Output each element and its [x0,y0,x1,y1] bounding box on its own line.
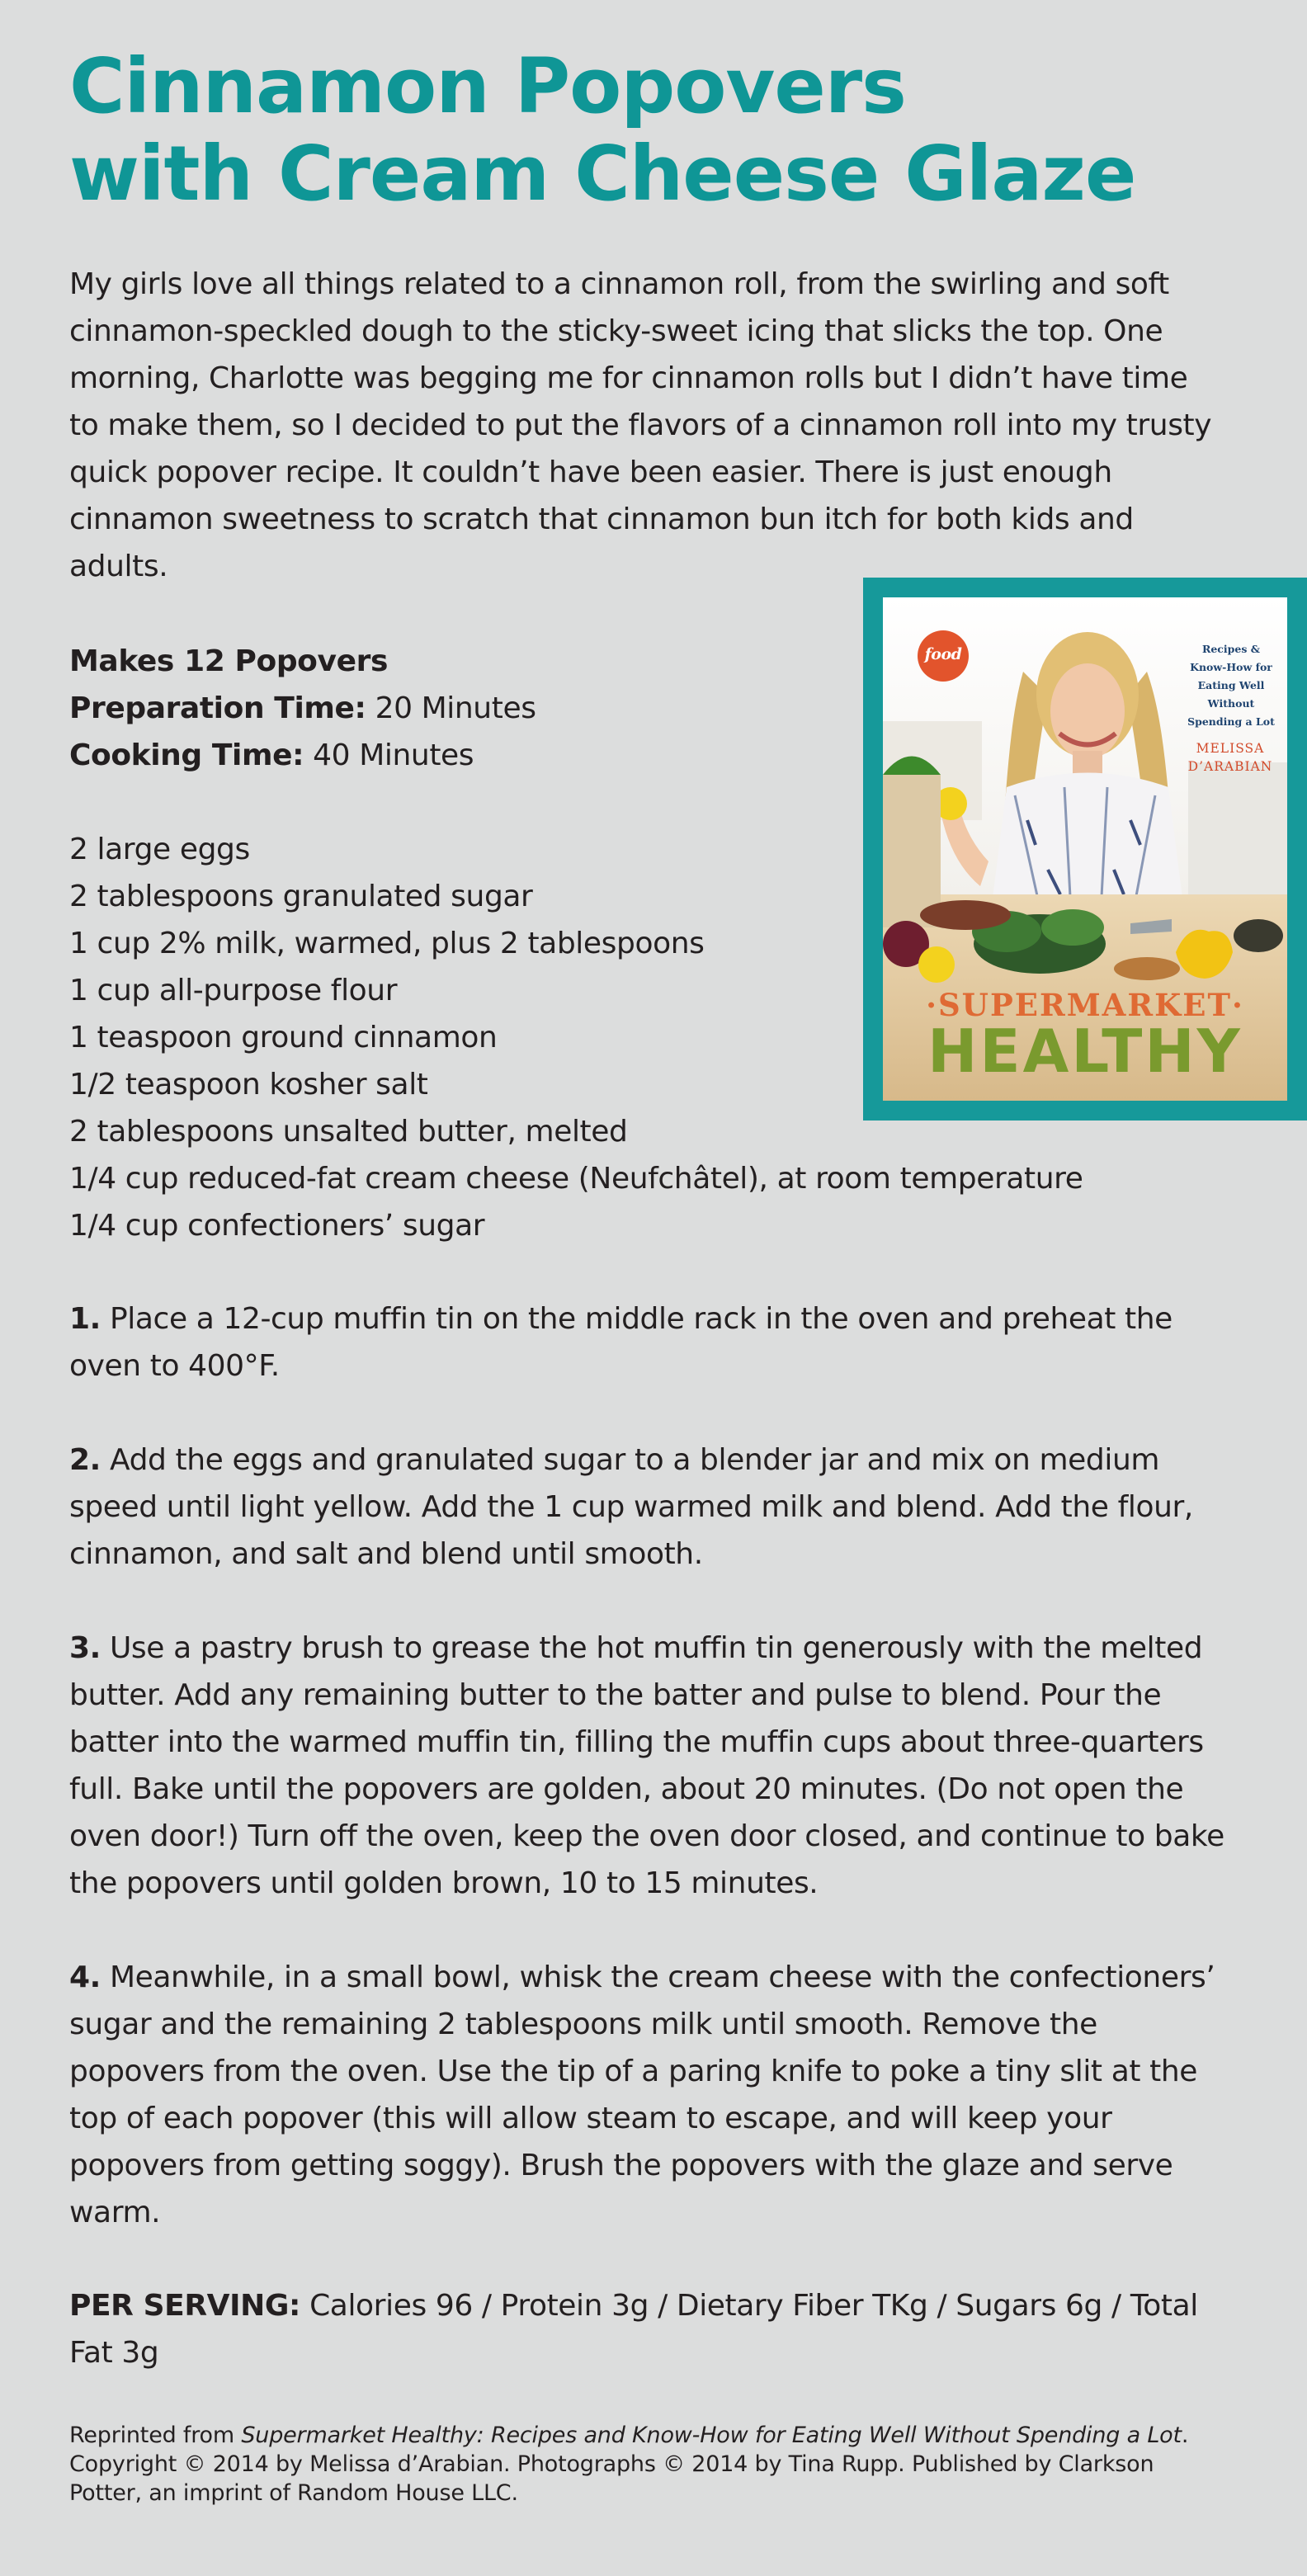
nutrition-info [69,2282,1224,2376]
recipe-step-4 [69,1954,1241,2236]
recipe-step-3 [69,1625,1241,1907]
cover-author-first: MELISSA [1196,741,1265,756]
prep-time [69,685,861,732]
cook-time-label: Cooking Time: [69,738,304,772]
ingredient-item: 2 large eggs [69,833,250,866]
ingredient-item: 1/2 teaspoon kosher salt [69,1068,428,1102]
credit-book-title: Supermarket Healthy: Recipes and Know-How for Eating Well Without Spending a Lot [241,2423,1182,2448]
nutrition-values: Calories 96 / Protein 3g / Dietary Fiber TKg / Sugars 6g / Total Fat 3g [69,2289,1198,2370]
ingredient-item: 2 tablespoons unsalted butter, melted [69,1115,628,1149]
recipe-title-line-1: Cinnamon Popovers [69,42,906,130]
cook-time-value: 40 Minutes [313,738,474,772]
cover-author [1173,739,1287,776]
credit-details: . Copyright © 2014 by Melissa d’Arabian. Photographs © 2014 by Tina Rupp. Published by Clarkson Potter, an imprint of Random House LLC. [69,2423,1189,2506]
book-cover-frame [863,578,1307,1121]
ingredient-item: 1 teaspoon ground cinnamon [69,1021,498,1054]
food-network-logo: food [918,630,969,682]
prep-time-label: Preparation Time: [69,691,366,725]
cover-tagline: Recipes & Know-How for Eating Well Without Spending a Lot [1187,643,1275,728]
book-cover [883,597,1287,1101]
ingredient-item: 2 tablespoons granulated sugar [69,880,533,913]
step-number: 2. [69,1443,101,1477]
ingredient-item: 1/4 cup confectioners’ sugar [69,1209,485,1243]
cover-author-last: D’ARABIAN [1187,759,1273,774]
ingredient-item: 1 cup all-purpose flour [69,974,398,1007]
prep-time-value: 20 Minutes [375,691,536,725]
ingredient-item: 1 cup 2% milk, warmed, plus 2 tablespoons [69,927,705,960]
cover-title-top: ·SUPERMARKET· [926,987,1244,1023]
nutrition-label: PER SERVING: [69,2289,301,2323]
credit-prefix: Reprinted from [69,2423,242,2448]
step-text: Meanwhile, in a small bowl, whisk the cream cheese with the confectioners’ sugar and the remaining 2 tablespoons milk until smooth. Remove the popovers from the oven. Use the tip of a paring knife to poke a tiny slit at the top of each popover (this will allow steam to escape, and will keep your popovers from getting soggy). Brush the popovers with the glaze and serve warm. [69,1960,1215,2229]
cover-title-bottom: HEALTHY [927,1017,1243,1086]
step-text: Use a pastry brush to grease the hot muffin tin generously with the melted butter. Add any remaining butter to the batter and pulse to blend. Pour the batter into the warmed muffin tin, filling the muffin cups about three-quarters full. Bake until the popovers are golden, about 20 minutes. (Do not open the oven door!) Turn off the oven, keep the oven door closed, and continue to bake the popovers until golden brown, 10 to 15 minutes. [69,1631,1224,1900]
recipe-meta [69,638,861,779]
step-number: 3. [69,1631,101,1665]
step-text: Add the eggs and granulated sugar to a blender jar and mix on medium speed until light yellow. Add the 1 cup warmed milk and blend. Add the flour, cinnamon, and salt and blend until smooth. [69,1443,1193,1571]
yield: Makes 12 Popovers [69,644,388,678]
reprint-credit [69,2421,1224,2508]
recipe-step-2 [69,1437,1241,1578]
step-number: 4. [69,1960,101,1994]
step-number: 1. [69,1302,101,1336]
recipe-title-line-2: with Cream Cheese Glaze [69,130,1136,218]
step-text: Place a 12-cup muffin tin on the middle rack in the oven and preheat the oven to 400°F. [69,1302,1173,1383]
recipe-title [69,43,1224,218]
recipe-step-1 [69,1295,1241,1389]
ingredient-item: 1/4 cup reduced-fat cream cheese (Neufchâtel), at room temperature [69,1162,1083,1196]
recipe-intro: My girls love all things related to a cinnamon roll, from the swirling and soft cinnamon-speckled dough to the sticky-sweet icing that slicks the top. One morning, Charlotte was begging me for cinnamon rolls but I didn’t have time to make them, so I decided to put the flavors of a cinnamon roll into my trusty quick popover recipe. It couldn’t have been easier. There is just enough cinnamon sweetness to scratch that cinnamon bun itch for both kids and adults. [69,267,1212,583]
cook-time [69,732,861,779]
